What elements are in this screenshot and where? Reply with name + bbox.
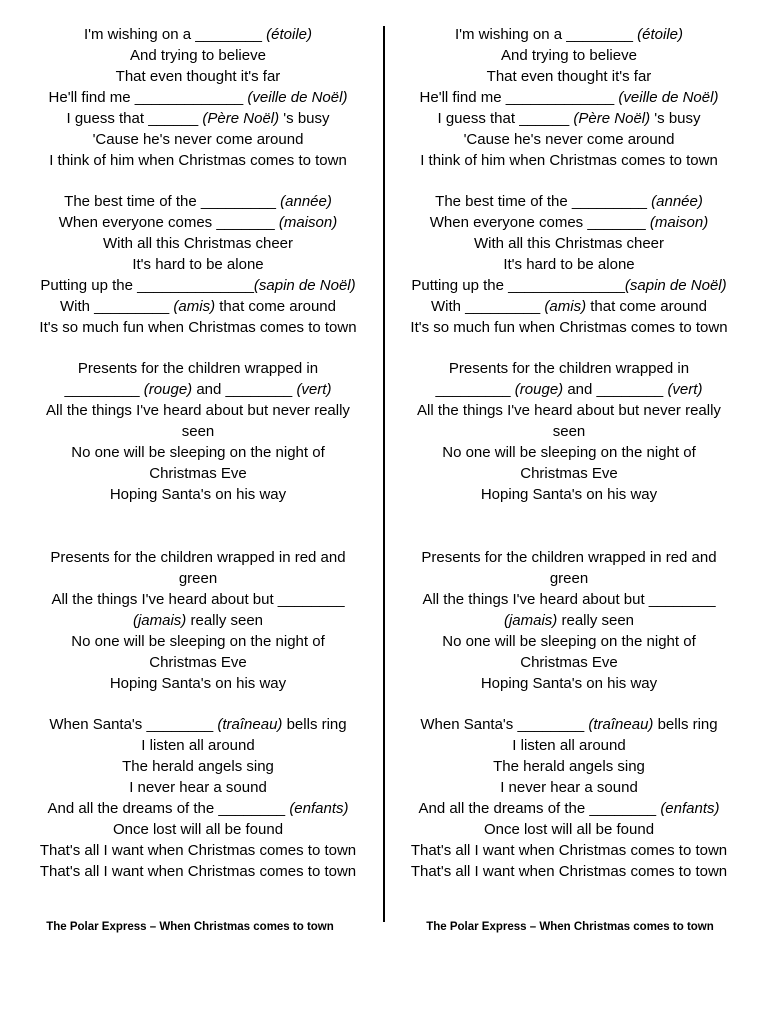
lyric-text: That even thought it's far [115,68,281,85]
lyric-line [12,254,384,275]
lyric-line [12,191,384,212]
lyric-line [12,819,384,840]
lyric-line [12,756,384,777]
lyric-text: All the things I've heard about but never really [46,402,350,419]
lyric-line [383,735,755,756]
lyric-text: Presents for the children wrapped in [77,360,319,377]
french-hint: (vert) [667,381,703,398]
lyric-text: and ________ [192,381,297,398]
lyric-line [383,484,755,505]
lyric-line [12,233,384,254]
lyric-line [12,275,384,296]
lyric-line [12,379,384,400]
french-hint: (veille de Noël) [247,89,348,106]
lyric-line [12,547,384,568]
french-hint: (traîneau) [217,716,283,733]
lyric-line [383,191,755,212]
lyric-line [12,589,384,610]
lyric-line [383,379,755,400]
lyric-line [383,463,755,484]
lyric-text: really seen [186,612,264,629]
stanza-3-right [383,358,755,505]
lyric-text: He'll find me _____________ [419,89,619,106]
stanza-spacer [12,171,384,191]
lyric-line [383,714,755,735]
lyric-text: And trying to believe [130,47,266,64]
french-hint: (enfants) [289,800,349,817]
lyric-text: I never hear a sound [129,779,267,796]
lyric-line [12,735,384,756]
lyric-text: Once lost will all be found [112,821,284,838]
lyric-text: that come around [586,298,707,315]
lyric-line [383,129,755,150]
lyric-line [12,358,384,379]
lyric-line [383,756,755,777]
lyric-text: That's all I want when Christmas comes to town [39,842,357,859]
french-hint: (veille de Noël) [618,89,719,106]
lyric-text: He'll find me _____________ [48,89,248,106]
stanza-1-right [383,24,755,171]
lyric-text: I'm wishing on a ________ [83,26,267,43]
lyrics-column-left [12,24,384,882]
lyric-line [383,233,755,254]
lyric-line [12,296,384,317]
lyric-text: Presents for the children wrapped in [448,360,690,377]
stanza-2-left [12,191,384,338]
lyric-text: The herald angels sing [493,758,645,775]
lyric-text: that come around [215,298,336,315]
stanza-1-left [12,24,384,171]
lyrics-column-right [383,24,755,882]
lyric-line [12,150,384,171]
stanza-spacer [383,338,755,358]
lyric-line [383,87,755,108]
lyric-text: All the things I've heard about but never really [417,402,721,419]
lyric-line [12,66,384,87]
french-hint: (Père Noël) [202,110,280,127]
lyric-line [12,484,384,505]
lyric-text: green [549,570,589,587]
lyric-text: It's so much fun when Christmas comes to town [39,319,357,336]
french-hint: (traîneau) [588,716,654,733]
lyric-text: I listen all around [512,737,626,754]
lyric-line [383,652,755,673]
lyric-line [383,275,755,296]
lyric-line [383,442,755,463]
lyric-text: That's all I want when Christmas comes to town [410,842,728,859]
lyric-text: With all this Christmas cheer [102,235,294,252]
lyric-line [12,631,384,652]
lyric-line [383,610,755,631]
lyric-text: 's busy [279,110,330,127]
lyric-text: When everyone comes _______ [58,214,279,231]
lyric-text: I guess that ______ [437,110,574,127]
lyric-text: No one will be sleeping on the night of [71,444,325,461]
lyric-text: Christmas Eve [520,465,618,482]
lyric-text: All the things I've heard about but ________ [422,591,716,608]
lyric-line [12,673,384,694]
lyric-text: The herald angels sing [122,758,274,775]
lyric-text: I think of him when Christmas comes to town [49,152,347,169]
lyric-line [12,610,384,631]
lyric-text: 'Cause he's never come around [92,131,304,148]
lyric-line [383,400,755,421]
lyric-text: Hoping Santa's on his way [480,675,658,692]
lyric-line [12,714,384,735]
french-hint: (jamais) [503,612,558,629]
lyric-line [383,296,755,317]
lyric-line [12,317,384,338]
lyric-text: bells ring [282,716,347,733]
lyric-text: 'Cause he's never come around [463,131,675,148]
lyric-text: No one will be sleeping on the night of [442,633,696,650]
lyric-text: When Santa's ________ [49,716,218,733]
stanza-spacer [12,338,384,358]
french-hint: (étoile) [637,26,683,43]
french-hint: (amis) [173,298,216,315]
lyric-text: I never hear a sound [500,779,638,796]
french-hint: (jamais) [132,612,187,629]
lyric-text: Putting up the ______________ [40,277,254,294]
stanza-4-right [383,547,755,694]
lyric-text: With all this Christmas cheer [473,235,665,252]
lyric-text: Once lost will all be found [483,821,655,838]
stanza-spacer [383,505,755,547]
lyric-text: seen [552,423,586,440]
lyric-text: That even thought it's far [486,68,652,85]
french-hint: (maison) [649,214,709,231]
lyric-line [12,24,384,45]
lyric-text: _________ [435,381,515,398]
french-hint: (année) [280,193,332,210]
lyric-text: When Santa's ________ [420,716,589,733]
lyric-line [383,589,755,610]
lyric-text: I guess that ______ [66,110,203,127]
french-hint: (rouge) [514,381,564,398]
lyric-line [12,421,384,442]
lyric-line [383,568,755,589]
lyric-text: Christmas Eve [520,654,618,671]
lyric-line [12,861,384,882]
lyric-line [12,400,384,421]
lyric-text: _________ [64,381,144,398]
lyric-text: I think of him when Christmas comes to town [420,152,718,169]
lyric-text: It's hard to be alone [503,256,635,273]
lyric-text: seen [181,423,215,440]
lyric-line [383,254,755,275]
lyric-line [12,798,384,819]
footer-title-right: The Polar Express – When Christmas comes to town [426,921,714,933]
lyric-text: The best time of the _________ [435,193,652,210]
french-hint: (rouge) [143,381,193,398]
french-hint: (amis) [544,298,587,315]
lyric-text: Christmas Eve [149,465,247,482]
lyric-text: Hoping Santa's on his way [109,675,287,692]
lyric-line [383,317,755,338]
lyric-line [383,212,755,233]
lyric-line [383,798,755,819]
lyric-line [12,212,384,233]
french-hint: (vert) [296,381,332,398]
footer-title-left: The Polar Express – When Christmas comes to town [46,921,334,933]
french-hint: (Père Noël) [573,110,651,127]
stanza-spacer [383,694,755,714]
lyric-line [12,129,384,150]
lyric-text: Presents for the children wrapped in red and [50,549,346,566]
lyric-text: really seen [557,612,635,629]
lyric-text: I'm wishing on a ________ [454,26,638,43]
lyric-text: Hoping Santa's on his way [480,486,658,503]
lyric-line [383,150,755,171]
lyric-text: Presents for the children wrapped in red and [421,549,717,566]
lyric-text: and ________ [563,381,668,398]
lyric-line [12,87,384,108]
lyric-line [383,108,755,129]
lyric-text: I listen all around [141,737,255,754]
lyric-text: Christmas Eve [149,654,247,671]
lyric-line [12,442,384,463]
french-hint: (sapin de Noël) [624,277,727,294]
lyric-text: green [178,570,218,587]
lyric-line [383,631,755,652]
lyric-text: No one will be sleeping on the night of [71,633,325,650]
stanza-spacer [12,694,384,714]
french-hint: (année) [651,193,703,210]
lyric-text: No one will be sleeping on the night of [442,444,696,461]
lyric-line [12,652,384,673]
lyric-text: And all the dreams of the ________ [418,800,661,817]
lyric-line [383,421,755,442]
lyric-line [383,861,755,882]
lyric-text: 's busy [650,110,701,127]
lyric-line [12,463,384,484]
lyric-text: It's hard to be alone [132,256,264,273]
lyric-text: All the things I've heard about but ________ [51,591,345,608]
french-hint: (maison) [278,214,338,231]
lyric-text: And trying to believe [501,47,637,64]
lyric-text: And all the dreams of the ________ [47,800,290,817]
stanza-spacer [383,171,755,191]
lyric-line [383,673,755,694]
lyric-line [383,840,755,861]
stanza-2-right [383,191,755,338]
lyric-text: With _________ [430,298,545,315]
lyric-line [383,547,755,568]
lyric-text: With _________ [59,298,174,315]
lyric-line [383,819,755,840]
lyric-line [12,568,384,589]
lyric-line [12,777,384,798]
stanza-4-left [12,547,384,694]
stanza-5-left [12,714,384,882]
lyric-line [12,45,384,66]
lyric-line [383,45,755,66]
lyric-text: When everyone comes _______ [429,214,650,231]
french-hint: (étoile) [266,26,312,43]
stanza-5-right [383,714,755,882]
stanza-spacer [12,505,384,547]
lyric-text: That's all I want when Christmas comes to town [39,863,357,880]
french-hint: (sapin de Noël) [253,277,356,294]
lyric-text: The best time of the _________ [64,193,281,210]
lyric-line [12,108,384,129]
lyric-text: Hoping Santa's on his way [109,486,287,503]
lyric-line [383,777,755,798]
lyric-line [12,840,384,861]
lyric-text: Putting up the ______________ [411,277,625,294]
lyric-line [383,66,755,87]
stanza-3-left [12,358,384,505]
lyric-line [383,24,755,45]
french-hint: (enfants) [660,800,720,817]
lyric-text: It's so much fun when Christmas comes to town [410,319,728,336]
lyric-text: bells ring [653,716,718,733]
lyric-text: That's all I want when Christmas comes to town [410,863,728,880]
lyric-line [383,358,755,379]
